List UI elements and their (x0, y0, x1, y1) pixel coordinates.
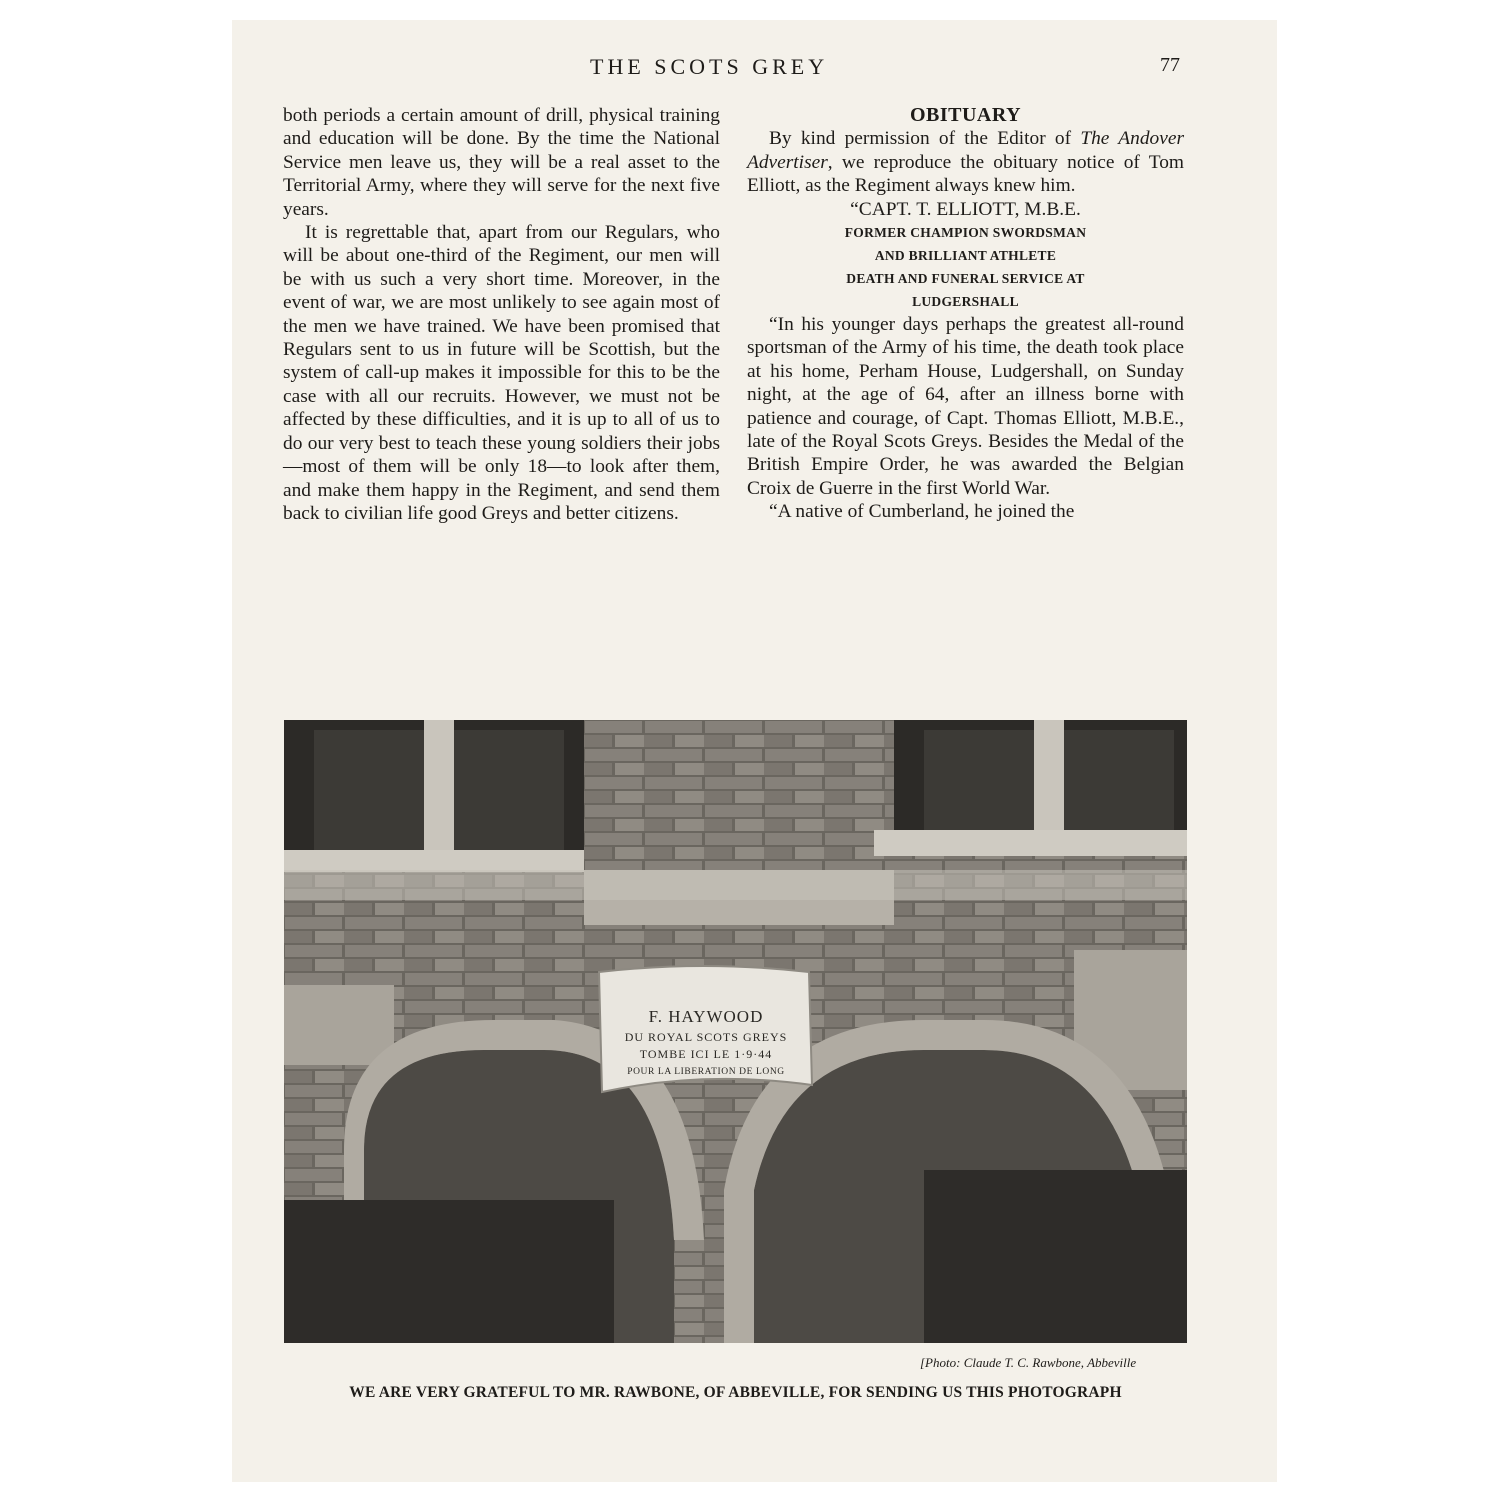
right-paragraph-2: “A native of Cumberland, he joined the (769, 501, 1075, 523)
plaque-line-2: DU ROYAL SCOTS GREYS (624, 1030, 788, 1044)
window-right (874, 720, 1187, 856)
memorial-plaque (599, 966, 812, 1092)
notice-subhead-4: LUDGERSHALL (912, 294, 1019, 310)
left-paragraph-2: It is regrettable that, apart from our Regulars, who will be about one-third of the Regiment, our men will be with us such a very short time. Moreover, in the event of war, we are most unlikely to see again most of the men we have trained. We have been promised that Regulars sent to us in future will be Scottish, but the system of call-up makes it impossible for this to be the case with all our recruits. However, we must not be affected by these difficulties, and it is up to all of us to do our very best to teach these young soldiers their jobs—most of them will be only 18—to look after them, and make them happy in the Regiment, and send them back to civilian life good Greys and better citizens. (283, 222, 720, 524)
memorial-photo (284, 720, 1187, 1343)
right-paragraph-1: “In his younger days perhaps the greatest all-round sportsman of the Army of his time, the death took place at his home, Perham House, Ludgershall, on Sunday night, at the age of 64, after an illness borne with patience and courage, of Capt. Thomas Elliott, M.B.E., late of the Royal Scots Greys. Besides the Medal of the British Empire Order, he was awarded the Belgian Croix de Guerre in the first World War. (747, 314, 1184, 499)
notice-title: “CAPT. T. ELLIOTT, M.B.E. (850, 198, 1081, 220)
newspaper-name: The Andover Advertiser (747, 128, 1184, 173)
window-left (284, 720, 584, 872)
notice-subhead-2: AND BRILLIANT ATHLETE (874, 248, 1057, 264)
intro-prefix: By kind permission of the Editor of (769, 128, 1081, 150)
left-paragraph-1: both periods a certain amount of drill, physical training and education will be done. By the time the National Service men leave us, they will be a real asset to the Territorial Army, where they will serve for the next five years. (283, 105, 720, 220)
plaque-line-3: TOMBE ICI LE 1·9·44 (639, 1047, 773, 1061)
shutter-left (284, 985, 394, 1065)
page-number: 77 (1160, 54, 1180, 76)
running-head: THE SCOTS GREY (590, 54, 829, 79)
notice-subhead-1: FORMER CHAMPION SWORDSMAN (844, 225, 1087, 241)
obituary-title: OBITUARY (909, 104, 1022, 126)
left-column (283, 104, 720, 525)
photo-caption: WE ARE VERY GRATEFUL TO MR. RAWBONE, OF ABBEVILLE, FOR SENDING US THIS PHOTOGRAPH (349, 1384, 1122, 1401)
obituary-intro (747, 127, 1184, 197)
photo-credit: [Photo: Claude T. C. Rawbone, Abbeville (920, 1355, 1137, 1370)
plaque-line-1: F. HAYWOOD (648, 1007, 764, 1026)
right-column (747, 104, 1184, 524)
plaque-line-4: POUR LA LIBERATION DE LONG (627, 1067, 785, 1077)
notice-subhead-3: DEATH AND FUNERAL SERVICE AT (846, 271, 1085, 287)
intro-suffix: , we reproduce the obituary notice of Tom Elliott, as the Regiment always knew him. (747, 151, 1184, 197)
